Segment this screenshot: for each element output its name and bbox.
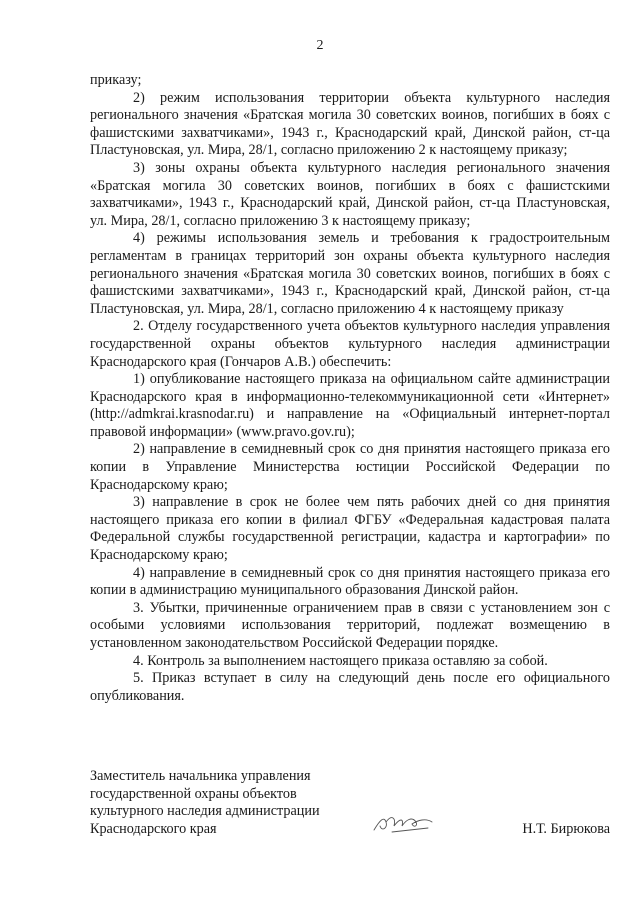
document-body xyxy=(90,72,610,705)
handwritten-signature xyxy=(370,808,440,838)
paragraph-item-2: 2) режим использования территории объекта культурного наследия регионального значения «Братская могила 30 советских воинов, погибших в боях с фашистскими захватчиками», 1943 г., Краснодарский край, Динской район, ст-ца Пластуновская, ул. Мира, 28/1, согласно приложению 2 к настоящему приказу; xyxy=(90,89,610,159)
paragraph-subitem-2: 2) направление в семидневный срок со дня принятия настоящего приказа его копии в Управление Министерства юстиции Российской Федерации по Краснодарскому краю; xyxy=(90,441,610,493)
paragraph-subitem-1: 1) опубликование настоящего приказа на официальном сайте администрации Краснодарского края в информационно-телекоммуникационной сети «Интернет» (http://admkrai.krasnodar.ru) и направление на «Официальный интернет-портал правовой информации» (www.pravo.gov.ru); xyxy=(90,371,610,440)
paragraph-item-4: 4) режимы использования земель и требования к градостроительным регламентам в границах территорий зон охраны объекта культурного наследия регионального значения «Братская могила 30 советских воинов, погибших в боях с фашистскими захватчиками», 1943 г., Краснодарский край, Динской район, ст-ца Пластуновская, ул. Мира, 28/1, согласно приложению 4 к настоящему приказу xyxy=(90,230,610,317)
paragraph-subitem-4: 4) направление в семидневный срок со дня принятия настоящего приказа его копии в администрацию муниципального образования Динской район. xyxy=(90,564,610,599)
signatory-title-line: Краснодарского края xyxy=(90,820,217,837)
paragraph-section-2: 2. Отделу государственного учета объектов культурного наследия управления государственной охраны объектов культурного наследия администрации Краснодарского края (Гончаров А.В.) обеспечить: xyxy=(90,318,610,370)
paragraph-section-5: 5. Приказ вступает в силу на следующий день после его официального опубликования. xyxy=(90,670,610,704)
paragraph-continuation: приказу; xyxy=(90,72,142,88)
paragraph-subitem-3: 3) направление в срок не более чем пять рабочих дней со дня принятия настоящего приказа его копии в филиал ФГБУ «Федеральная кадастровая палата Федеральной службы государственной регистрации, кадастра и картографии» по Краснодарскому краю; xyxy=(90,494,610,564)
paragraph-section-4: 4. Контроль за выполнением настоящего приказа оставляю за собой. xyxy=(133,652,548,669)
signatory-name: Н.Т. Бирюкова xyxy=(522,821,610,837)
page-number: 2 xyxy=(316,38,324,53)
signatory-title-line: Заместитель начальника управления xyxy=(90,768,311,784)
signatory-title-line: государственной охраны объектов xyxy=(90,785,297,802)
paragraph-section-3: 3. Убытки, причиненные ограничением прав в связи с установлением зон с особыми условиями использования территорий, подлежат возмещению в установленном законодательством Российской Федерации порядке. xyxy=(90,599,610,651)
signature-block xyxy=(90,768,610,848)
signatory-title-line: культурного наследия администрации xyxy=(90,803,320,820)
paragraph-item-3: 3) зоны охраны объекта культурного наследия регионального значения «Братская могила 30 советских воинов, погибших в боях с фашистскими захватчиками», 1943 г., Краснодарский край, Динской район, ст-ца Пластуновская, ул. Мира, 28/1, согласно приложению 3 к настоящему приказу; xyxy=(90,159,610,229)
